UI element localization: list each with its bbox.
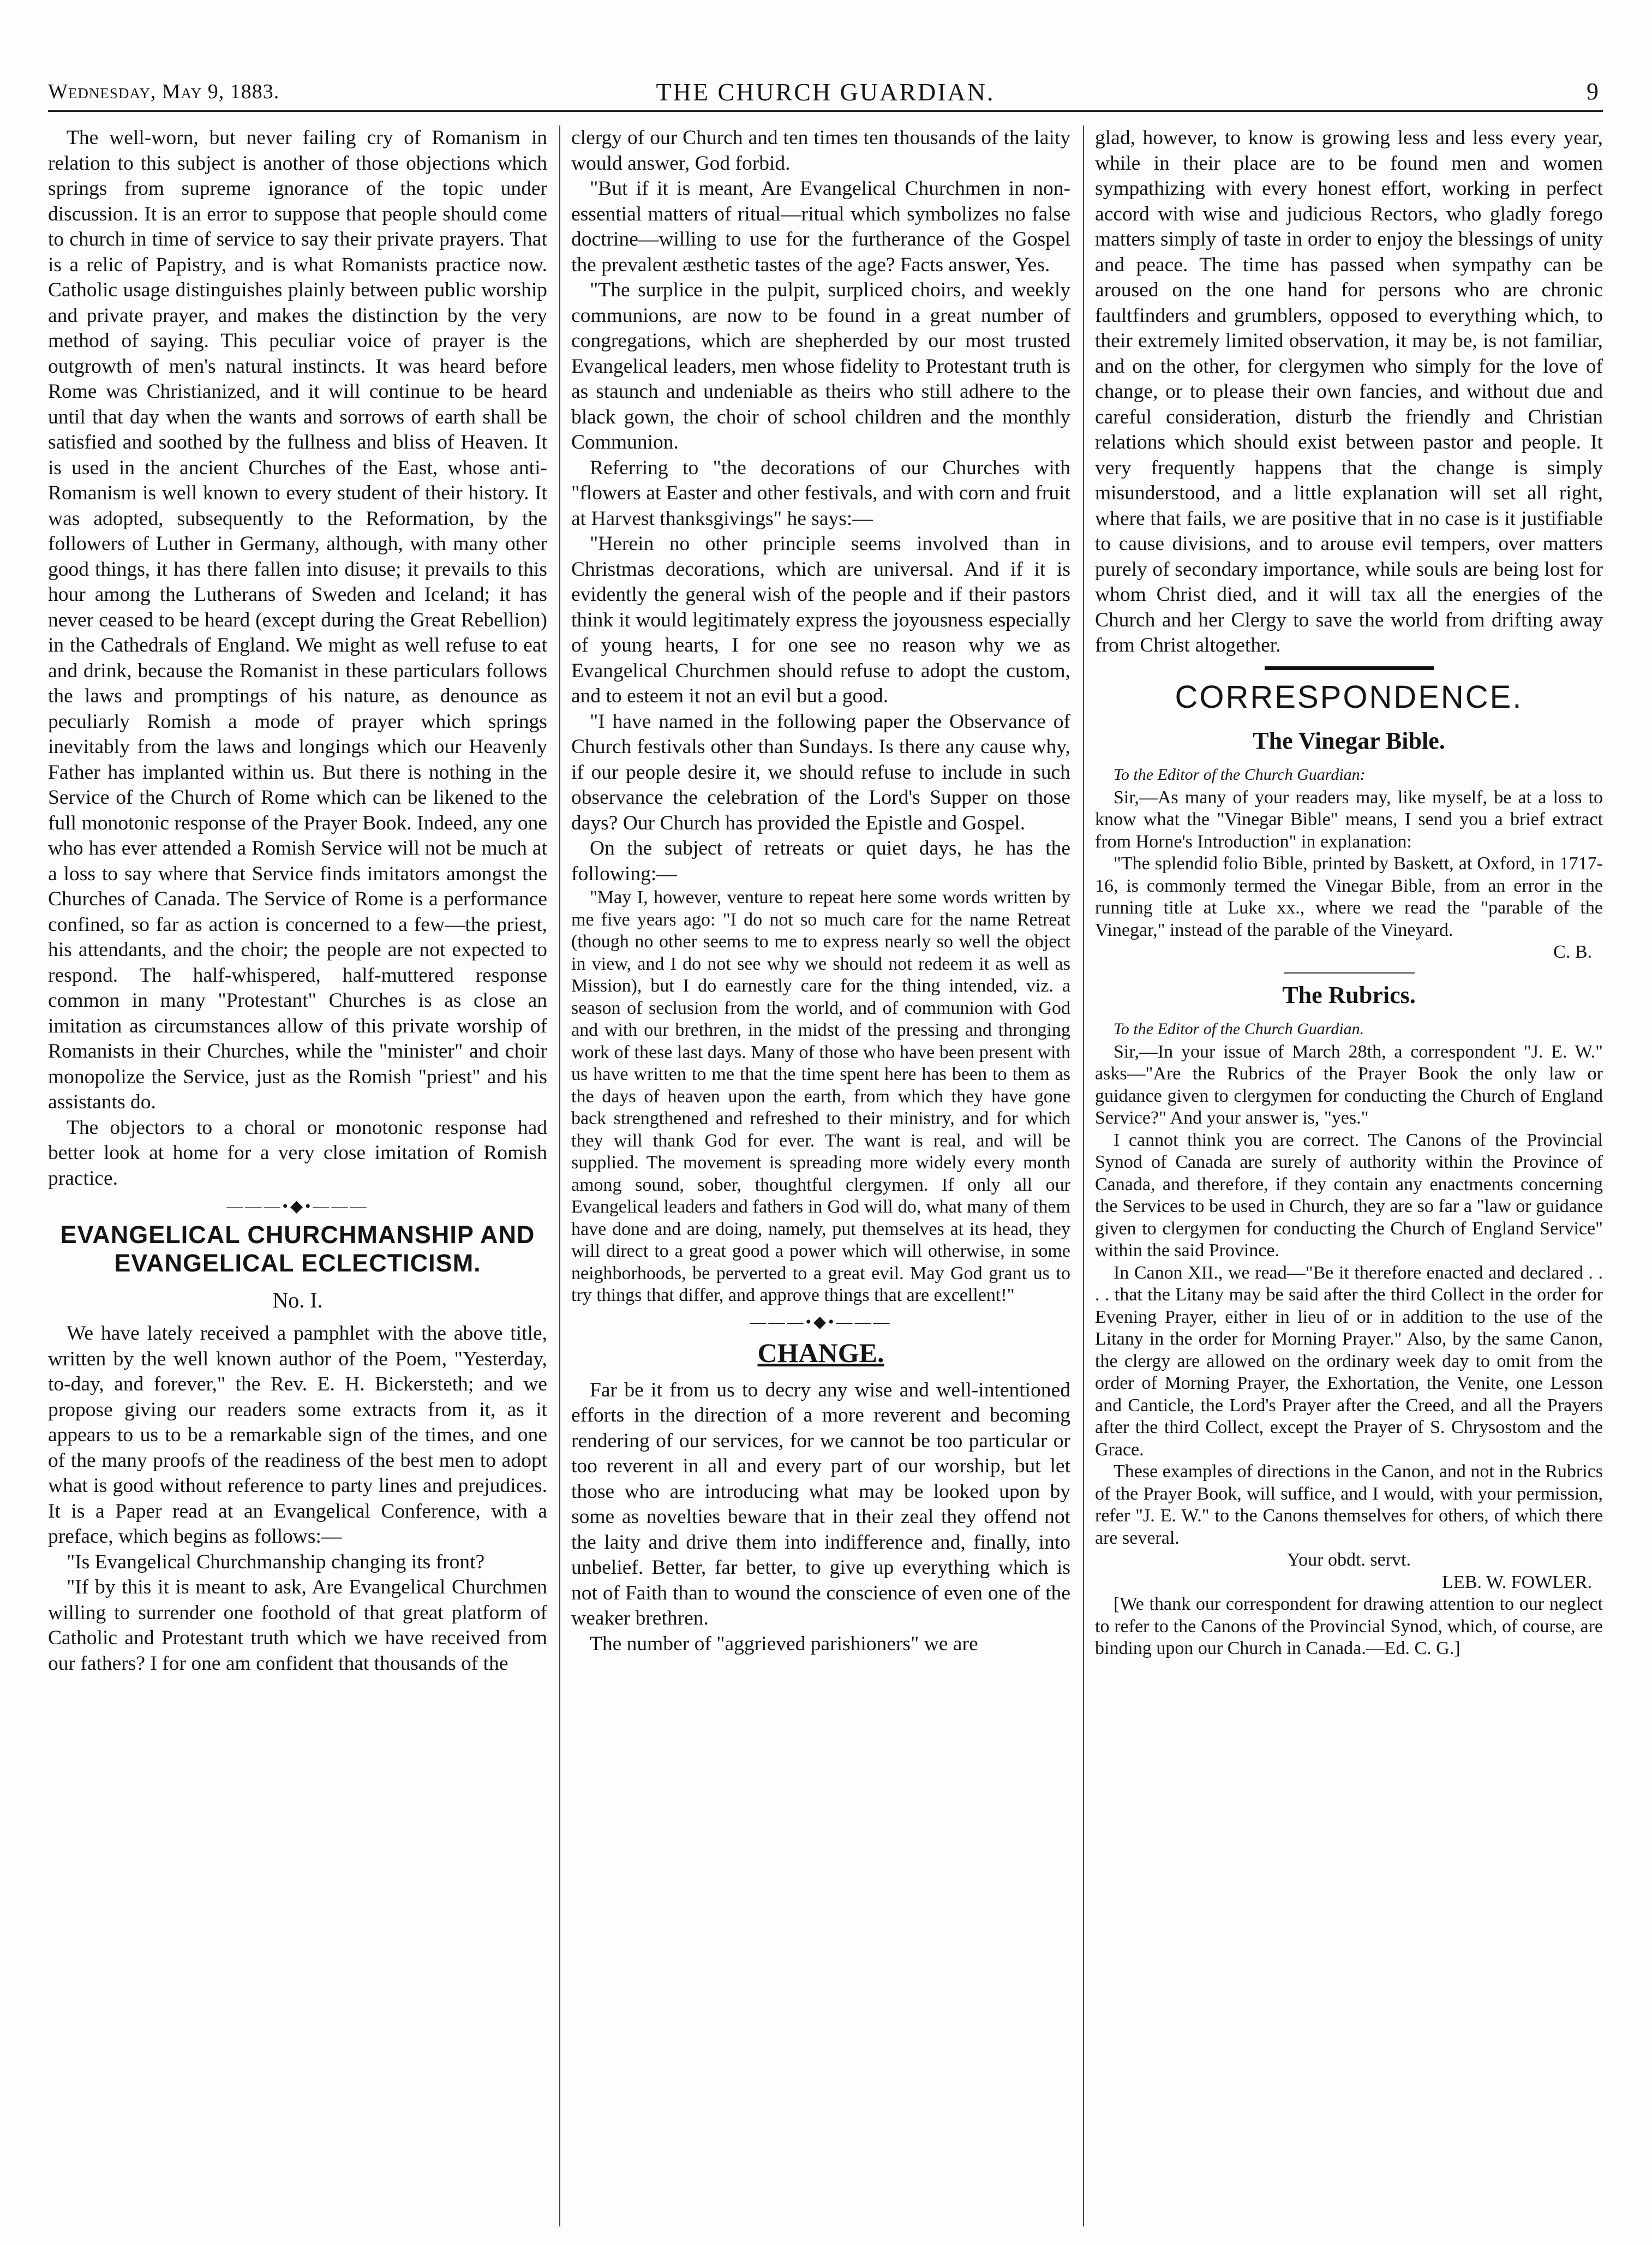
article-paragraph: Far be it from us to decry any wise and well-intentioned efforts in the direction of a more reverent and becoming rendering of our services, for we cannot be too particular or too reverent in all and every part of our worship, but let those who are introducing what may be looked upon by some as novelties beware that in their zeal they offend not the laity and drive them into indifference and, finally, into unbelief. Better, far better, to give up everything which is not of Faith than to wound the conscience of even one of the weaker brethren. [571,1378,1070,1629]
column-1 [48,126,547,1676]
article-paragraph: The number of "aggrieved parishioners" we are [590,1632,978,1655]
article-paragraph: The well-worn, but never failing cry of Romanism in relation to this subject is another of those objections which springs from supreme ignorance of the topic under discussion. It is an error to suppose that people should come to church in time of service to say their private prayers. That is a relic of Papistry, and is what Romanists practice now. Catholic usage distinguishes plainly between public worship and private prayer, and makes the distinction by the very method of saying. This peculiar voice of prayer is the outgrowth of men's natural instincts. It was heard before Rome was Christianized, and it will continue to be heard until that day when the wants and sorrows of earth shall be satisfied and soothed by the fullness and bliss of Heaven. It is used in the ancient Churches of the East, whose anti-Romanism is well known to every student of their history. It was adopted, subsequently to the Reformation, by the followers of Luther in Germany, although, with many other good things, it has there fallen into disuse; it prevails to this hour among the Lutherans of Sweden and Iceland; it has never ceased to be heard (except during the Great Rebellion) in the Cathedrals of England. We might as well refuse to eat and drink, because the Romanist in these particulars follows the laws and promptings of his nature, as denounce as peculiarly Romish a mode of prayer which springs inevitably from the laws and longings which our Heavenly Father has implanted within us. But there is nothing in the Service of the Church of Rome which can be likened to the full monotonic response of the Prayer Book. Indeed, any one who has ever attended a Romish Service will not be much at a loss to say where that Service finds imitators amongst the Churches of Canada. The Service of Rome is a performance confined, so far as action is concerned to a few—the priest, his attendants, and the choir; the people are not expected to respond. The half-whispered, half-muttered response common in many "Protestant" Churches is as close an imitation as circumstances allow of this private worship of Romanists in their Churches, while the "minister" and choir monopolize the Service, just as the Romish "priest" and his assistants do. [48,127,547,1113]
article-paragraph: Referring to "the decorations of our Churches with "flowers at Easter and other festivals, and with corn and fruit at Harvest thanksgivings" he says:— [571,456,1070,530]
article-paragraph: On the subject of retreats or quiet days, he has the following:— [571,837,1070,885]
article-heading: CHANGE. [757,1337,884,1368]
article-paragraph: The objectors to a choral or monotonic response had better look at home for a very close imitation of Romish practice. [48,1116,547,1190]
issue-date: Wednesday, May 9, 1883. [48,80,280,103]
article-paragraph: "Herein no other principle seems involved than in Christmas decorations, which are universal. And if it is evidently the general wish of the people and if their pastors think it would legitimately express the joyousness especially of young hearts, I for one see no reason why we as Evangelical Churchmen should refuse to adopt the custom, and to esteem it not an evil but a good. [571,533,1070,707]
section-rule [1284,972,1415,974]
newspaper-title: THE CHURCH GUARDIAN. [656,78,995,106]
letter-paragraph: Sir,—In your issue of March 28th, a correspondent "J. E. W." asks—"Are the Rubrics of the Prayer Book the only law or guidance given to clergymen for conducting the Church of England Service?" And your answer is, "yes." [1095,1041,1603,1128]
article-paragraph: "Is Evangelical Churchmanship changing its front? [67,1550,485,1573]
section-ornament: ———•◆•——— [750,1312,892,1331]
article-paragraph: "If by this it is meant to ask, Are Evangelical Churchmen willing to surrender one foothold of that great platform of Catholic and Protestant truth which we have received from our fathers? I for one am confident that thousands of the [48,1576,547,1675]
article-paragraph: "I have named in the following paper the Observance of Church festivals other than Sundays. Is there any cause why, if our people desire it, we should refuse to include in such observance the celebration of the Lord's Supper on those days? Our Church has provided the Epistle and Gospel. [571,710,1070,834]
column-divider [1083,126,1084,2226]
article-paragraph: We have lately received a pamphlet with the above title, written by the well known author of the Poem, "Yesterday, to-day, and forever," the Rev. E. H. Bickersteth; and we propose giving our readers some extracts from it, as it appears to us to be a remarkable sign of the times, and one of the many proofs of the readiness of the best men to adopt what is good without reference to party lines and prejudices. It is a Paper read at an Evangelical Conference, with a preface, which begins as follows:— [48,1322,547,1548]
section-heading: CORRESPONDENCE. [1175,679,1523,715]
letter-signature: LEB. W. FOWLER. [1442,1572,1592,1592]
page-number: 9 [1587,78,1599,105]
article-heading: EVANGELICAL CHURCHMANSHIP AND EVANGELICAL ECLECTICISM. [60,1221,535,1277]
letter-heading: The Rubrics. [1282,981,1416,1008]
letter-paragraph: These examples of directions in the Canon, and not in the Rubrics of the Prayer Book, will suffice, and I would, with your permission, refer "J. E. W." to the Canons themselves for others, of which there are several. [1095,1461,1603,1548]
letter-salutation: To the Editor of the Church Guardian. [1114,1019,1364,1038]
letter-paragraph: Sir,—As many of your readers may, like myself, be at a loss to know what the "Vinegar Bible" means, I send you a brief extract from Horne's Introduction" in explanation: [1095,787,1603,852]
article-paragraph: "But if it is meant, Are Evangelical Churchmen in non-essential matters of ritual—ritual which symbolizes no false doctrine—willing to use for the furtherance of the Gospel the prevalent æsthetic tastes of the age? Facts answer, Yes. [571,177,1070,276]
column-divider [559,126,560,2226]
article-paragraph: "The surplice in the pulpit, surpliced choirs, and weekly communions, are now to be found in a great number of congregations, which are shepherded by our most trusted Evangelical leaders, men whose fidelity to Protestant truth is as staunch and undeniable as theirs who still adhere to the black gown, the choir of school children and the monthly Communion. [571,279,1070,453]
article-paragraph: clergy of our Church and ten times ten thousands of the laity would answer, God forbid. [571,127,1070,175]
section-rule [1265,666,1434,670]
letter-closing: Your obdt. servt. [1286,1550,1411,1570]
article-paragraph: "May I, however, venture to repeat here some words written by me five years ago: "I do not so much care for the name Retreat (though no other seems to me to express nearly so well the object in view, and I do not see why we should not redeem it as well as Mission), but I do earnestly care for the thing intended, viz. a season of seclusion from the world, and of communion with God and with our brethren, in the midst of the pressing and thronging work of these last days. Many of those who have been present with us have written to me that the time spent here has been to them as the days of heaven upon the earth, from which they have gone back strengthened and refreshed to their ministry, and for which they will thank God for ever. The want is real, and will be supplied. The movement is spreading more widely every month among sound, sober, thoughtful clergymen. If only all our Evangelical leaders and fathers in God will do, what many of them have done and are doing, namely, put themselves at its head, they will direct to a great good a power which will otherwise, in some neighborhoods, be perverted to a great evil. May God grant us to try things that differ, and approve things that are excellent!" [571,887,1070,1305]
letter-paragraph: "The splendid folio Bible, printed by Baskett, at Oxford, in 1717-16, is commonly termed the Vinegar Bible, from an error in the running title at Luke xx., where we read the "parable of the Vinegar," instead of the parable of the Vineyard. [1095,853,1603,940]
article-number: No. I. [272,1288,323,1312]
letter-salutation: To the Editor of the Church Guardian: [1114,765,1366,784]
letter-heading: The Vinegar Bible. [1253,727,1445,754]
editor-note: [We thank our correspondent for drawing attention to our neglect to refer to the Canons of the Provincial Synod, which, of course, are binding upon our Church in Canada.—Ed. C. G.] [1095,1594,1603,1658]
article-paragraph: glad, however, to know is growing less and less every year, while in their place are to be found men and women sympathizing with every honest effort, working in perfect accord with wise and judicious Rectors, who gladly forego matters simply of taste in order to enjoy the blessings of unity and peace. The time has passed when sympathy can be aroused on the one hand for persons who are chronic faultfinders and grumblers, opposed to everything which, to their extremely limited observation, it may be, is not familiar, and on the other, for clergymen who simply for the love of change, or to please their own fancies, and without due and careful consideration, disturb the friendly and Christian relations which should exist between pastor and people. It very frequently happens that the change is simply misunderstood, and a little explanation will set all right, where that fails, we are positive that in no case is it justifiable to cause divisions, and to arouse evil tempers, over matters purely of secondary importance, while souls are being lost for whom Christ died, and it will tax all the energies of the Church and her Clergy to save the world from drifting away from Christ altogether. [1095,127,1603,656]
letter-paragraph: I cannot think you are correct. The Canons of the Provincial Synod of Canada are surely of authority within the Province of Canada, and therefore, if they contain any enactments concerning the Services to be used in Church, they are so far a "law or guidance given to clergymen for conducting the Church of England Service" within the said Province. [1095,1130,1603,1261]
letter-paragraph: In Canon XII., we read—"Be it therefore enacted and declared . . . . that the Litany may be said after the third Collect in the order for Evening Prayer, either in lieu of or in addition to the use of the Litany in the order for Morning Prayer." Also, by the same Canon, the clergy are allowed on the ordinary week day to omit from the order of Morning Prayer, the Exhortation, the Venite, one Lesson and Canticle, the Lord's Prayer after the Creed, and all the Prayers after the third Collect, except the Prayer of S. Chrysostom and the Grace. [1095,1262,1603,1460]
letter-signature: C. B. [1553,942,1592,962]
section-ornament: ———•◆•——— [226,1197,369,1215]
masthead [48,77,1603,112]
column-2 [571,126,1070,1657]
column-3 [1095,126,1603,1660]
